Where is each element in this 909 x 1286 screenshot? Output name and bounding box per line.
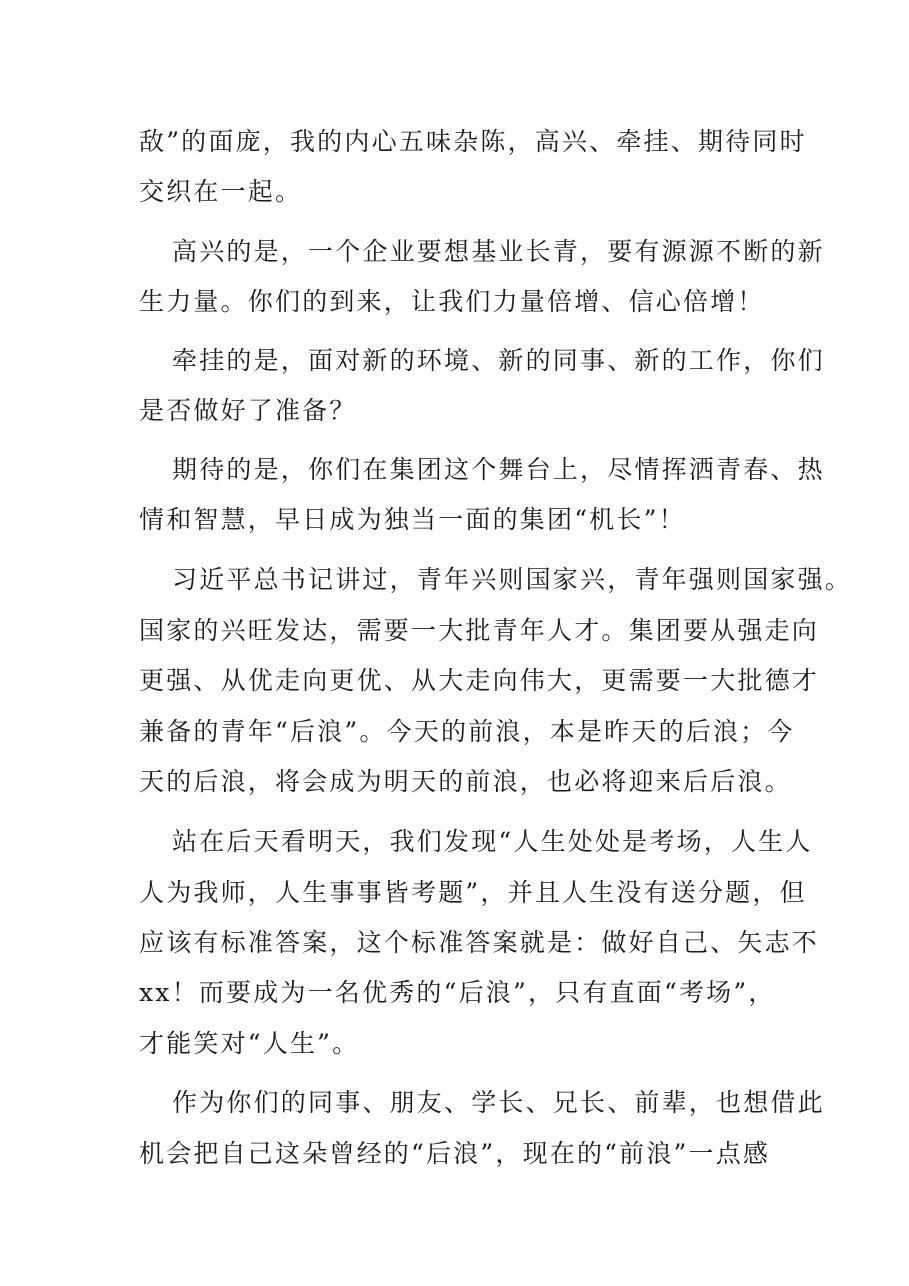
text-line: 天的后浪，将会成为明天的前浪，也必将迎来后后浪。 (139, 767, 792, 796)
text-line: 敌”的面庞，我的内心五味杂陈，高兴、牵挂、期待同时 (139, 127, 807, 156)
text-line: 期待的是，你们在集团这个舞台上，尽情挥洒青春、热 (172, 455, 825, 484)
text-line: 更强、从优走向更优、从大走向伟大，更需要一大批德才 (139, 666, 820, 695)
text-line: 交织在一起。 (139, 177, 303, 206)
text-line: 兼备的青年“后浪”。今天的前浪，本是昨天的后浪；今 (139, 717, 795, 746)
text-line: xx！而要成为一名优秀的“后浪”，只有直面“考场”， (139, 978, 776, 1007)
text-line: 应该有标准答案，这个标准答案就是：做好自己、矢志不 (139, 928, 820, 957)
text-line: 作为你们的同事、朋友、学长、兄长、前辈，也想借此 (172, 1088, 825, 1117)
text-line: 生力量。你们的到来，让我们力量倍增、信心倍增！ (139, 287, 765, 316)
text-line: 才能笑对“人生”。 (139, 1029, 360, 1058)
text-line: 高兴的是，一个企业要想基业长青，要有源源不断的新 (172, 237, 825, 266)
text-line: 站在后天看明天，我们发现“人生处处是考场，人生人 (172, 827, 813, 856)
text-line: 国家的兴旺发达，需要一大批青年人才。集团要从强走向 (139, 616, 820, 645)
text-line: 是否做好了准备？ (139, 396, 357, 425)
text-line: 习近平总书记讲过，青年兴则国家兴，青年强则国家强。 (172, 565, 853, 594)
text-line: 牵挂的是，面对新的环境、新的同事、新的工作，你们 (172, 346, 825, 375)
text-line: 人为我师，人生事事皆考题”，并且人生没有送分题，但 (139, 878, 807, 907)
text-line: 情和智慧，早日成为独当一面的集团“机长”！ (139, 505, 686, 534)
text-line: 机会把自己这朵曾经的“后浪”，现在的“前浪”一点感 (139, 1139, 771, 1168)
